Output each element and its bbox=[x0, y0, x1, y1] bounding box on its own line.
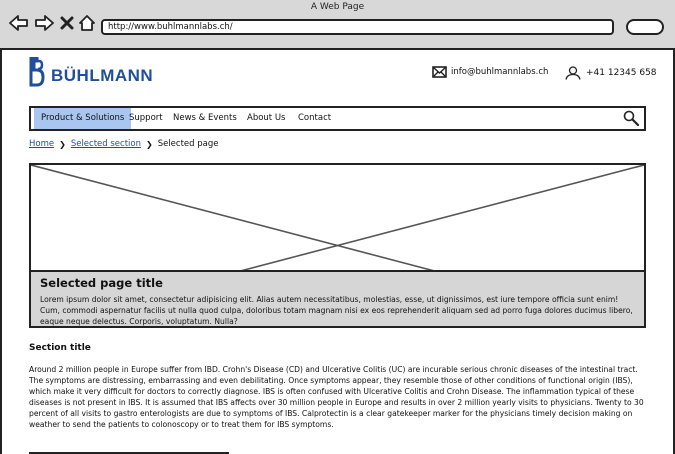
nav-item-label: Contact bbox=[298, 113, 332, 123]
nav-item-label: About Us bbox=[247, 113, 286, 123]
nav-item-support[interactable] bbox=[129, 108, 163, 129]
back-arrow-icon bbox=[9, 14, 29, 32]
main-navigation bbox=[29, 106, 646, 131]
breadcrumb bbox=[29, 139, 218, 149]
nav-item-product-solutions[interactable] bbox=[34, 108, 131, 129]
chevron-right-icon: ❯ bbox=[145, 139, 153, 149]
home-icon bbox=[78, 14, 96, 32]
buhlmann-logo[interactable] bbox=[29, 57, 153, 87]
breadcrumb-home[interactable]: Home bbox=[29, 139, 55, 149]
search-icon bbox=[623, 110, 639, 126]
page-title: Selected page title bbox=[40, 276, 163, 290]
site-search-button[interactable] bbox=[623, 110, 639, 126]
breadcrumb-section[interactable]: Selected section bbox=[70, 139, 141, 149]
chevron-right-icon: ❯ bbox=[59, 139, 66, 149]
contact-phone[interactable] bbox=[565, 66, 657, 80]
hero-description: Lorem ipsum dolor sit amet, consectetur adipisicing elit. Alias autem necessitatibus, molestias, esse, ut dignissimos, est iure tempore officia sunt enim! Cum, commodi aspernatur facilis ut nulla quod culpa, doloribus totam magnam nisi ex eos reprehenderit aliquam sed ad porro fuga dolores ducimus libero, eaque neque delectus. Corporis, voluptatum. Nulla? bbox=[40, 295, 633, 326]
hero-caption bbox=[31, 270, 644, 326]
nav-item-label: News & Events bbox=[173, 113, 237, 123]
logo-text: BÜHLMANN bbox=[51, 66, 154, 85]
address-bar[interactable] bbox=[101, 19, 614, 35]
window-frame-left bbox=[0, 48, 2, 454]
nav-item-about-us[interactable] bbox=[247, 108, 285, 129]
nav-item-contact[interactable] bbox=[298, 108, 331, 129]
breadcrumb-current: Selected page bbox=[157, 139, 219, 149]
close-icon bbox=[60, 16, 74, 30]
section-body: Around 2 million people in Europe suffer from IBD. Crohn's Disease (CD) and Ulcerative Colitis (UC) are incurable serious chronic diseases of the intestinal tract. The symptoms are distressing, embarrassing and even debilitating. Once symptoms appear, they resemble those of other conditions of functional origin (IBS), which make it very difficult for doctors to correctly diagnose. IBS is often confused with Ulcerative Colitis and Crohn Disease. The inflammation typical of these diseases is not present in IBS. It is assumed that IBS affects over 30 million people in Europe and results in over 2 million yearly visits to physicians. Twenty to 30 percent of all visits to gastro enterologists are due to symptoms of IBS. Calprotectin is a clear gatekeeper marker for the physicians timely decision making on weather to send the patients to colonoscopy or to treat them for IBS symptoms. bbox=[29, 365, 644, 429]
section-title: Section title bbox=[29, 343, 91, 353]
nav-item-label: Product & Solutions bbox=[41, 113, 125, 123]
browser-toolbar bbox=[0, 0, 675, 50]
logo-mark-icon bbox=[29, 57, 47, 87]
contact-email[interactable] bbox=[432, 66, 548, 78]
envelope-icon bbox=[432, 66, 447, 78]
stop-button[interactable] bbox=[56, 13, 78, 33]
email-text: info@buhlmannlabs.ch bbox=[451, 67, 549, 77]
forward-arrow-icon bbox=[34, 14, 54, 32]
window-title: A Web Page bbox=[310, 2, 365, 12]
nav-item-news-events[interactable] bbox=[173, 108, 237, 129]
nav-item-label: Support bbox=[129, 113, 163, 123]
user-icon bbox=[565, 66, 581, 80]
url-text: http://www.buhlmannlabs.ch/ bbox=[108, 22, 233, 32]
browser-search-field[interactable] bbox=[626, 19, 664, 35]
phone-text: +41 12345 658 bbox=[586, 68, 657, 78]
back-button[interactable] bbox=[8, 13, 30, 33]
forward-button[interactable] bbox=[33, 13, 55, 33]
hero-image-placeholder bbox=[29, 163, 646, 328]
home-button[interactable] bbox=[76, 13, 98, 33]
